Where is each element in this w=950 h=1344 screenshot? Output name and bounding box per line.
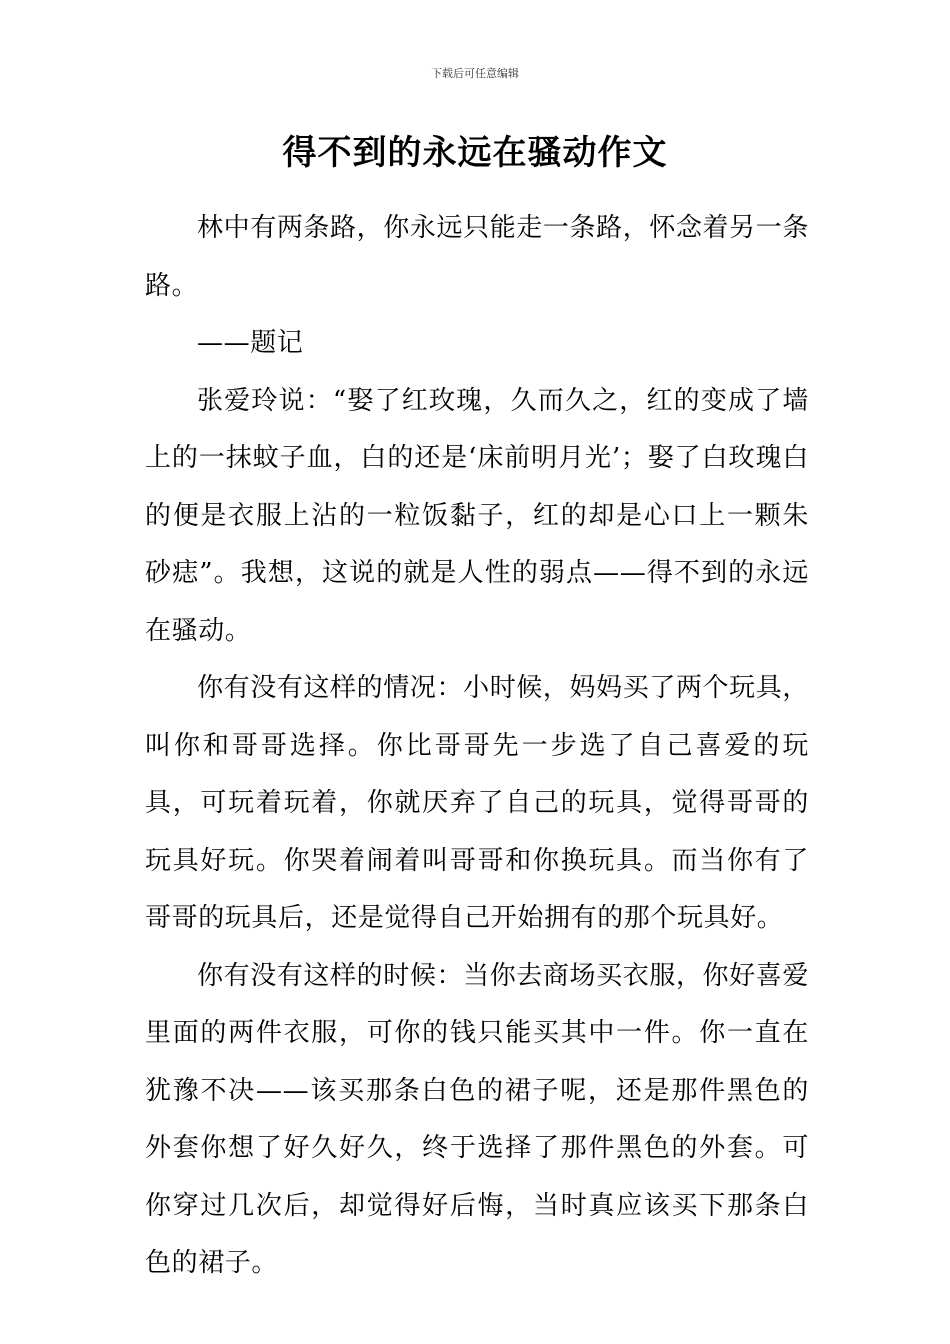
article-title: 得不到的永远在骚动作文 xyxy=(282,133,668,173)
paragraph-1: 林中有两条路，你永远只能走一条路，怀念着另一条路。 xyxy=(145,213,809,301)
paragraph-2: 张爱玲说：“娶了红玫瑰，久而久之，红的变成了墙上的一抹蚊子血，白的还是‘床前明月光’；娶了白玫瑰白的便是衣服上沾的一粒饭黏子，红的却是心口上一颗朱砂痣”。我想，这说的就是人性的弱点——得不到的永远在骚动。 xyxy=(145,385,809,646)
paragraph-3: 你有没有这样的情况：小时候，妈妈买了两个玩具，叫你和哥哥选择。你比哥哥先一步选了自己喜爱的玩具，可玩着玩着，你就厌弃了自己的玩具，觉得哥哥的玩具好玩。你哭着闹着叫哥哥和你换玩具。而当你有了哥哥的玩具后，还是觉得自己开始拥有的那个玩具好。 xyxy=(145,673,809,933)
header-note: 下载后可任意编辑 xyxy=(431,67,519,80)
article-body xyxy=(145,200,809,1293)
epigraph-attribution: ——题记 xyxy=(197,328,304,358)
paragraph-4: 你有没有这样的时候：当你去商场买衣服，你好喜爱里面的两件衣服，可你的钱只能买其中一件。你一直在犹豫不决——该买那条白色的裙子呢，还是那件黑色的外套你想了好久好久，终于选择了那件黑色的外套。可你穿过几次后，却觉得好后悔，当时真应该买下那条白色的裙子。 xyxy=(145,960,809,1278)
